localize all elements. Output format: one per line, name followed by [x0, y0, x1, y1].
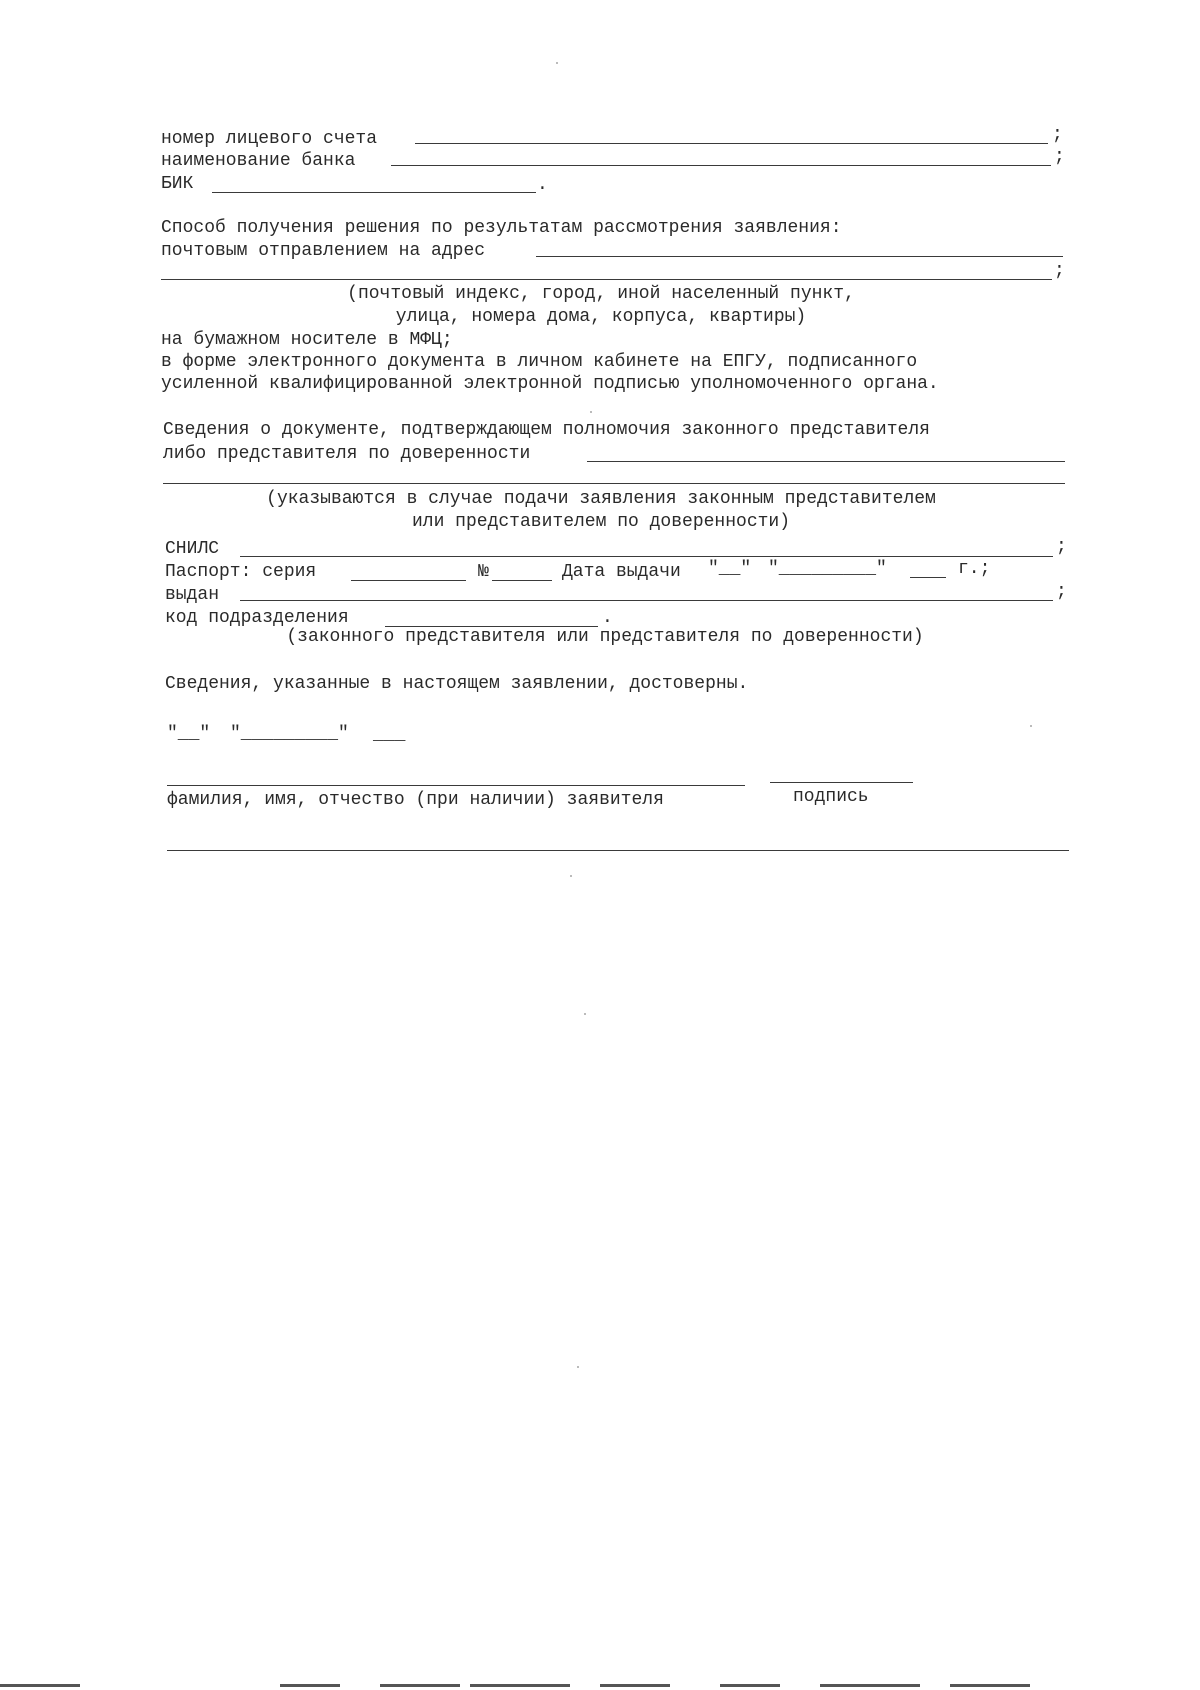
bottom-rule — [167, 850, 1069, 851]
bik-label: БИК — [161, 174, 194, 194]
passport-series-field[interactable] — [351, 580, 466, 581]
rep-hint-line3: (законного представителя или представителя по доверенности) — [286, 627, 924, 647]
issue-date-label: Дата выдачи — [562, 562, 681, 582]
account-number-field[interactable] — [415, 143, 1048, 144]
bik-field[interactable] — [212, 192, 536, 193]
delivery-paper-option: на бумажном носителе в МФЦ; — [161, 330, 453, 350]
issue-date-year-suffix: г.; — [958, 559, 991, 579]
account-number-label: номер лицевого счета — [161, 129, 378, 149]
issued-by-label: выдан — [165, 585, 220, 605]
bank-name-label: наименование банка — [161, 151, 356, 171]
issued-by-semicolon: ; — [1056, 582, 1067, 602]
passport-number-field[interactable] — [492, 580, 552, 581]
snils-label: СНИЛС — [165, 539, 220, 559]
issue-date-month[interactable]: "_________" — [768, 559, 887, 579]
delivery-electronic-line2: усиленной квалифицированной электронной подписью уполномоченного органа. — [161, 374, 939, 394]
signature-field[interactable] — [770, 782, 913, 783]
postal-address-semicolon: ; — [1054, 261, 1065, 281]
issue-date-year-field[interactable] — [910, 577, 946, 578]
snils-semicolon: ; — [1056, 537, 1067, 557]
bank-name-semicolon: ; — [1054, 147, 1065, 167]
scan-speck — [577, 1366, 579, 1368]
sign-date-day[interactable]: "__" — [167, 724, 211, 744]
scan-speck — [590, 411, 592, 413]
rep-hint-line1: (указываются в случае подачи заявления законным представителем — [266, 489, 936, 509]
scan-speck — [1030, 725, 1032, 727]
bik-period: . — [537, 175, 548, 195]
division-code-period: . — [602, 608, 613, 628]
snils-field[interactable] — [240, 556, 1053, 557]
issued-by-field[interactable] — [240, 600, 1053, 601]
scan-speck — [556, 62, 558, 64]
delivery-postal-label: почтовым отправлением на адрес — [161, 241, 486, 261]
sign-date-month[interactable]: "_________" — [230, 724, 349, 744]
issue-date-day[interactable]: "__" — [708, 559, 752, 579]
account-number-semicolon: ; — [1052, 125, 1063, 145]
fio-field[interactable] — [167, 785, 745, 786]
postal-address-field-continued[interactable] — [161, 279, 1052, 280]
postal-address-field[interactable] — [536, 256, 1063, 257]
rep-doc-field-continued[interactable] — [163, 483, 1065, 484]
passport-number-sign: № — [478, 562, 489, 582]
rep-doc-field[interactable] — [587, 461, 1065, 462]
rep-doc-line1: Сведения о документе, подтверждающем полномочия законного представителя — [163, 420, 930, 440]
fio-label: фамилия, имя, отчество (при наличии) заявителя — [167, 790, 664, 810]
sign-date-year[interactable]: ___ — [373, 725, 406, 745]
scan-speck — [570, 875, 572, 877]
scan-speck — [584, 1013, 586, 1015]
delivery-electronic-line1: в форме электронного документа в личном кабинете на ЕПГУ, подписанного — [161, 352, 918, 372]
address-hint-line1: (почтовый индекс, город, иной населенный пункт, — [347, 284, 855, 304]
passport-series-label: Паспорт: серия — [165, 562, 317, 582]
certify-text: Сведения, указанные в настоящем заявлении, достоверны. — [165, 674, 749, 694]
bank-name-field[interactable] — [391, 165, 1051, 166]
rep-hint-line2: или представителем по доверенности) — [411, 512, 791, 532]
rep-doc-line2: либо представителя по доверенности — [163, 444, 531, 464]
scan-edge-strip — [0, 1681, 1200, 1690]
signature-label: подпись — [793, 787, 869, 807]
address-hint-line2: улица, номера дома, корпуса, квартиры) — [395, 307, 807, 327]
delivery-heading: Способ получения решения по результатам рассмотрения заявления: — [161, 218, 842, 238]
division-code-label: код подразделения — [165, 608, 349, 628]
